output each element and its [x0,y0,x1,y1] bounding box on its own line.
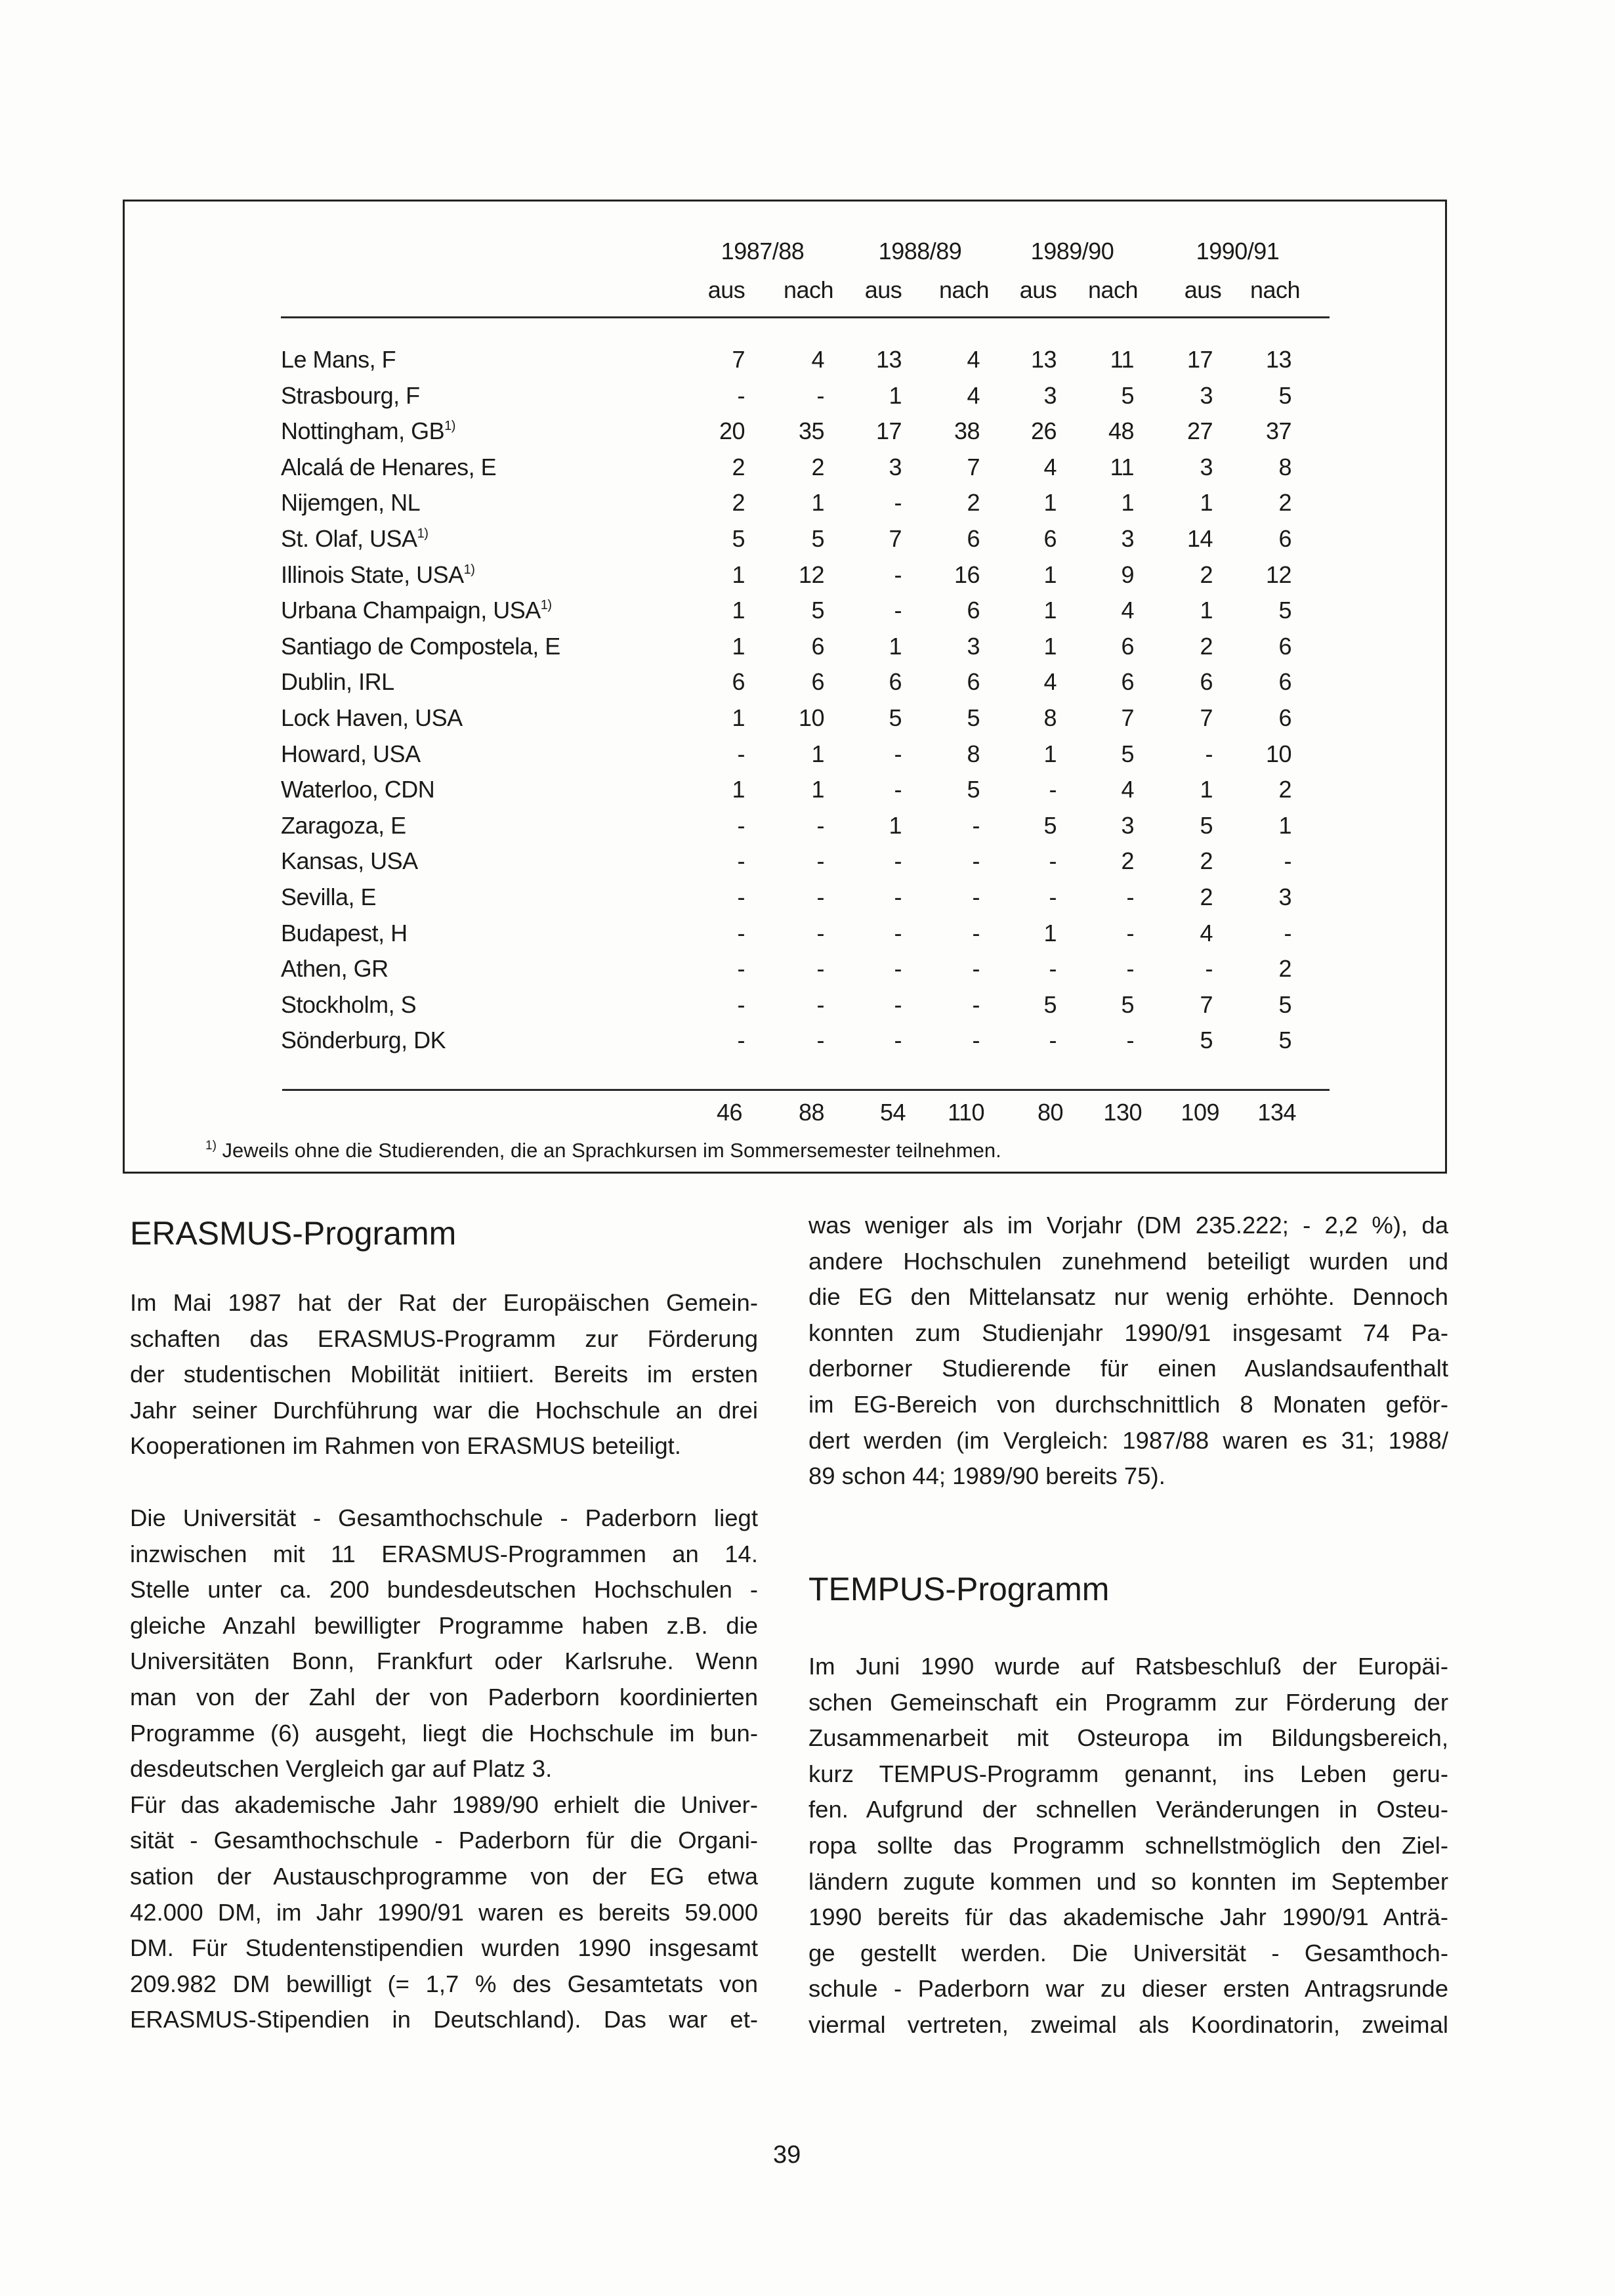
tempus-paragraph-1 [808,1649,1448,2043]
table-cell: 14 [1186,525,1213,552]
sub-header-nach: nach [1249,276,1301,303]
text-line: Universitäten Bonn, Frankfurt oder Karlsruhe. Wenn [130,1648,758,1675]
text-line: im EG-Bereich von durchschnittlich 8 Monaten geför- [808,1390,1448,1418]
table-cell: 2 [732,489,745,517]
table-cell: 17 [1186,346,1213,373]
table-cell: 6 [1200,668,1213,696]
table-cell: 5 [889,704,902,731]
table-cell: 1 [889,632,902,660]
table-cell: 1 [732,561,745,588]
table-cell: 1 [732,597,745,624]
row-label [281,453,497,480]
table-cell: - [972,1027,980,1054]
table-cell: 12 [798,561,824,588]
text-line: schaften das ERASMUS-Programm zur Förderung [130,1325,758,1352]
text-line: was weniger als im Vorjahr (DM 235.222; - 2,2 %), da [808,1212,1448,1239]
table-cell: 7 [1121,704,1134,731]
erasmus-heading: ERASMUS-Programm [130,1215,457,1252]
footnote-marker: 1) [205,1139,217,1153]
table-cell: 3 [889,453,902,480]
text-line: konnten zum Studienjahr 1990/91 insgesamt 74 Pa- [808,1319,1448,1346]
row-label-text: Dublin, IRL [281,668,394,696]
erasmus-paragraph-1 [130,1285,758,1464]
text-line: ge gestellt werden. Die Universität - Gesamthoch- [808,1939,1448,1966]
table-cell: 2 [967,489,980,517]
table-cell: 5 [1278,1027,1291,1054]
table-cell: 6 [967,668,980,696]
text-line: ropa sollte das Programm schnellstmöglich den Ziel- [808,1831,1448,1859]
text-line: dert werden (im Vergleich: 1987/88 waren es 31; 1988/ [808,1426,1448,1454]
table-cell: - [972,919,980,946]
table-cell: 3 [1121,811,1134,839]
table-cell: - [894,919,902,946]
text-line: Die Universität - Gesamthochschule - Paderborn liegt [130,1504,758,1531]
year-header: 1990/91 [1196,238,1280,265]
table-cell: - [1205,955,1213,983]
table-cell: 2 [1200,883,1213,910]
table-cell: - [1126,1027,1134,1054]
table-cell: - [1284,919,1291,946]
sub-header-aus: aus [707,276,745,303]
table-cell: 5 [1043,811,1057,839]
page-number: 39 [773,2141,801,2169]
table-cell: - [816,883,824,910]
text-line: ländern zugute kommen und so konnten im September [808,1867,1448,1895]
table-cell: 1 [1043,740,1057,767]
table-cell: - [894,776,902,803]
row-label [281,885,376,909]
table-cell: 6 [811,632,824,660]
table-cell: 6 [1278,704,1291,731]
text-line: Jahr seiner Durchführung war die Hochschule an drei [130,1396,758,1424]
table-cell: 1 [1121,489,1134,517]
table-cell: 12 [1265,561,1291,588]
text-line: Für das akademische Jahr 1989/90 erhielt die Univer- [130,1791,758,1818]
row-label [281,990,417,1018]
text-line: Programme (6) ausgeht, liegt die Hochschule im bun- [130,1719,758,1747]
table-cell: 27 [1186,417,1213,445]
row-label-text: Alcalá de Henares, E [281,453,497,480]
row-label [281,527,428,551]
table-cell: - [816,990,824,1018]
table-cell: 6 [1278,668,1291,696]
table-cell: 17 [875,417,902,445]
table-cell: 11 [1110,346,1134,373]
row-label-text: Urbana Champaign, USA [281,597,541,624]
table-cell: 6 [1043,525,1057,552]
table-cell: 6 [1121,632,1134,660]
table-cell: 4 [811,346,824,373]
row-label [281,811,406,839]
table-cell: - [1049,883,1057,910]
row-label-text: Sevilla, E [281,883,377,910]
table-cell: 1 [1200,489,1213,517]
right-text-column [808,1208,1448,1495]
table-cell: - [894,847,902,875]
table-cell: 1 [1043,561,1057,588]
table-cell: - [737,1027,745,1054]
row-label-text: St. Olaf, USA [281,525,417,552]
table-cell: 5 [1278,990,1291,1018]
table-cell: 2 [1278,489,1291,517]
text-line: andere Hochschulen zunehmend beteiligt wurden und [808,1247,1448,1275]
row-label-text: Zaragoza, E [281,811,406,839]
text-line: Kooperationen im Rahmen von ERASMUS beteiligt. [130,1432,681,1460]
table-cell: 8 [1278,453,1291,480]
totals-rule [282,1089,1330,1091]
table-cell: 48 [1108,417,1134,445]
table-cell: - [816,381,824,409]
erasmus-paragraph-2 [130,1500,758,1787]
text-line: der studentischen Mobilität initiiert. Bereits im ersten [130,1361,758,1388]
footnote-ref: 1) [540,598,552,613]
tempus-heading: TEMPUS-Programm [808,1571,1110,1607]
row-label-text: Waterloo, CDN [281,776,435,803]
table-cell: 16 [954,561,980,588]
table-cell: - [1049,955,1057,983]
sub-header-aus: aus [864,276,902,303]
row-label-text: Santiago de Compostela, E [281,632,560,660]
row-label-text: Strasbourg, F [281,381,420,409]
table-cell: 6 [1278,525,1291,552]
text-line: Zusammenarbeit mit Osteuropa im Bildungsbereich, [808,1724,1448,1752]
sub-header-nach: nach [938,276,990,303]
text-line: kurz TEMPUS-Programm genannt, ins Leben geru- [808,1760,1448,1787]
table-cell: 13 [1030,346,1057,373]
table-cell: 7 [1200,704,1213,731]
row-label [281,348,396,372]
row-label [281,957,388,981]
table-cell: 6 [811,668,824,696]
table-cell: 3 [1278,883,1291,910]
table-cell: - [737,955,745,983]
row-label [281,491,420,515]
text-line: gleiche Anzahl bewilligter Programme haben z.B. die [130,1611,758,1639]
table-cell: 1 [811,740,824,767]
table-cell: - [1049,847,1057,875]
table-cell: 5 [1278,597,1291,624]
table-cell: 6 [1278,632,1291,660]
text-line: die EG den Mittelansatz nur wenig erhöhte. Dennoch [808,1283,1448,1311]
total-cell: 109 [1181,1099,1219,1126]
table-cell: 1 [1278,811,1291,839]
table-cell: - [972,811,980,839]
total-cell: 130 [1103,1099,1142,1126]
table-cell: 10 [1265,740,1291,767]
table-cell: 1 [1200,597,1213,624]
table-cell: 5 [1121,990,1134,1018]
row-label-text: Athen, GR [281,955,388,983]
table-cell: - [972,847,980,875]
table-cell: 5 [1121,381,1134,409]
footnote-ref: 1) [463,562,475,577]
table-cell: - [894,990,902,1018]
table-cell: 1 [732,776,745,803]
text-line: Im Juni 1990 wurde auf Ratsbeschluß der Europäi- [808,1653,1448,1680]
table-cell: 3 [967,632,980,660]
table-cell: 1 [732,704,745,731]
table-cell: 2 [1200,847,1213,875]
table-cell: 6 [889,668,902,696]
table-cell: 6 [967,597,980,624]
text-line: DM. Für Studentenstipendien wurden 1990 insgesamt [130,1934,758,1962]
row-label-text: Sönderburg, DK [281,1027,446,1054]
year-header: 1988/89 [878,238,962,265]
footnote-ref: 1) [417,526,429,541]
table-cell: 3 [1121,525,1134,552]
table-cell: - [972,955,980,983]
table-cell: 4 [967,381,980,409]
table-cell: - [1205,740,1213,767]
row-label-text: Le Mans, F [281,346,396,373]
table-cell: 20 [719,417,745,445]
row-label-text: Howard, USA [281,740,421,767]
table-cell: 5 [967,776,980,803]
table-cell: - [816,811,824,839]
table-cell: 3 [1200,453,1213,480]
row-label-text: Nottingham, GB [281,417,445,445]
table-cell: 2 [1121,847,1134,875]
table-cell: 4 [967,346,980,373]
table-cell: - [737,811,745,839]
table-cell: 6 [967,525,980,552]
header-rule [281,316,1330,318]
row-label-text: Lock Haven, USA [281,704,463,731]
row-label [281,778,434,801]
text-line: Stelle unter ca. 200 bundesdeutschen Hochschulen - [130,1576,758,1604]
table-cell: 9 [1121,561,1134,588]
text-line: ERASMUS-Stipendien in Deutschland). Das war et- [130,2006,758,2033]
row-label [281,670,394,694]
text-line: inzwischen mit 11 ERASMUS-Programmen an 14. [130,1540,758,1567]
footnote-ref: 1) [444,419,455,434]
table-cell: - [1049,1027,1057,1054]
table-cell: - [894,561,902,588]
table-cell: 4 [1121,776,1134,803]
table-cell: - [894,740,902,767]
text-line: 89 schon 44; 1989/90 bereits 75). [808,1462,1165,1490]
table-cell: - [894,597,902,624]
table-cell: 6 [1121,668,1134,696]
text-line: Im Mai 1987 hat der Rat der Europäischen Gemein- [130,1289,758,1316]
text-line: schen Gemeinschaft ein Programm zur Förderung der [808,1688,1448,1716]
text-line: man von der Zahl der von Paderborn koordinierten [130,1683,758,1711]
table-cell: 5 [811,597,824,624]
table-footnote [205,1139,1001,1162]
table-cell: - [1126,955,1134,983]
table-cell: - [894,489,902,517]
table-cell: - [1049,776,1057,803]
table-cell: 2 [732,453,745,480]
total-cell: 88 [798,1099,824,1126]
year-header: 1987/88 [721,238,805,265]
table-cell: 5 [967,704,980,731]
table-cell: 5 [1278,381,1291,409]
erasmus-continuation [808,1208,1448,1495]
table-cell: 37 [1265,417,1291,445]
text-line: 42.000 DM, im Jahr 1990/91 waren es bereits 59.000 [130,1898,758,1926]
table-cell: - [894,955,902,983]
text-line: sation der Austauschprogramme von der EG etwa [130,1862,758,1890]
row-label [281,381,420,409]
sub-header-nach: nach [1087,276,1139,303]
table-cell: 1 [811,489,824,517]
table-cell: 7 [1200,990,1213,1018]
row-label [281,419,455,443]
total-cell: 54 [879,1099,906,1126]
text-line: sität - Gesamthochschule - Paderborn für die Organi- [130,1827,758,1854]
table-cell: 1 [1043,632,1057,660]
total-cell: 46 [716,1099,742,1126]
table-cell: 7 [889,525,902,552]
tempus-text [808,1649,1448,2043]
row-label-text: Kansas, USA [281,847,418,875]
table-cell: 4 [1043,668,1057,696]
left-text-column [130,1285,758,2038]
table-cell: - [894,883,902,910]
table-cell: - [816,1027,824,1054]
table-cell: 1 [732,632,745,660]
table-cell: 2 [1278,955,1291,983]
table-cell: 7 [967,453,980,480]
table-cell: - [816,919,824,946]
table-cell: - [737,740,745,767]
table-cell: 6 [732,668,745,696]
sub-header-aus: aus [1019,276,1057,303]
table-cell: 1 [811,776,824,803]
text-line: schule - Paderborn war zu dieser ersten Antragsrunde [808,1975,1448,2003]
table-cell: 5 [811,525,824,552]
table-cell: 1 [889,381,902,409]
table-cell: 35 [798,417,824,445]
text-line: fen. Aufgrund der schnellen Veränderungen in Osteu- [808,1796,1448,1823]
table-cell: - [1126,919,1134,946]
table-cell: - [1126,883,1134,910]
table-cell: 4 [1043,453,1057,480]
table-cell: 1 [889,811,902,839]
row-label [281,632,560,660]
row-label-text: Nijemgen, NL [281,489,421,517]
table-cell: 11 [1110,453,1134,480]
table-cell: 8 [1043,704,1057,731]
table-cell: 1 [1043,919,1057,946]
table-cell: 5 [1200,1027,1213,1054]
table-cell: 4 [1200,919,1213,946]
table-cell: - [894,1027,902,1054]
row-label-text: Illinois State, USA [281,561,464,588]
table-cell: - [972,883,980,910]
table-cell: 1 [1200,776,1213,803]
text-line: viermal vertreten, zweimal als Koordinatorin, zweimal [808,2010,1448,2038]
table-cell: 38 [954,417,980,445]
table-cell: 2 [1200,561,1213,588]
table-cell: 2 [1200,632,1213,660]
erasmus-paragraph-3 [130,1787,758,2038]
text-line: desdeutschen Vergleich gar auf Platz 3. [130,1755,553,1783]
row-label [281,563,474,587]
table-cell: 26 [1030,417,1057,445]
table-cell: 5 [1200,811,1213,839]
table-cell: 8 [967,740,980,767]
table-cell: - [737,883,745,910]
row-label-text: Stockholm, S [281,990,417,1018]
table-cell: 5 [1043,990,1057,1018]
text-line: 209.982 DM bewilligt (= 1,7 % des Gesamtetats von [130,1970,758,1997]
row-label [281,849,418,873]
row-label [281,1029,446,1052]
table-cell: 2 [1278,776,1291,803]
year-header: 1989/90 [1030,238,1114,265]
text-line: derborner Studierende für einen Auslandsaufenthalt [808,1355,1448,1382]
row-label-text: Budapest, H [281,919,408,946]
table-cell: - [816,955,824,983]
total-cell: 80 [1037,1099,1063,1126]
row-label [281,742,421,766]
table-cell: 13 [875,346,902,373]
table-cell: 1 [1043,489,1057,517]
table-cell: 5 [732,525,745,552]
table-cell: - [972,990,980,1018]
footnote-text: Jeweils ohne die Studierenden, die an Sprachkursen im Sommersemester teilnehmen. [222,1139,1001,1162]
sub-header-nach: nach [783,276,834,303]
table-cell: 3 [1200,381,1213,409]
table-cell: 13 [1265,346,1291,373]
table-cell: 2 [811,453,824,480]
row-label [281,599,552,622]
table-cell: - [737,990,745,1018]
table-cell: 5 [1121,740,1134,767]
table-cell: - [737,381,745,409]
table-cell: 7 [732,346,745,373]
text-line: 1990 bereits für das akademische Jahr 1990/91 Anträ- [808,1903,1448,1931]
table-cell: 10 [798,704,824,731]
table-cell: 1 [1043,597,1057,624]
table-cell: - [737,847,745,875]
table-cell: 4 [1121,597,1134,624]
total-cell: 134 [1257,1099,1296,1126]
row-label [281,706,463,730]
row-label [281,919,408,946]
table-cell: - [816,847,824,875]
table-cell: - [737,919,745,946]
total-cell: 110 [948,1099,984,1126]
table-cell: 3 [1043,381,1057,409]
table-cell: - [1284,847,1291,875]
sub-header-aus: aus [1184,276,1222,303]
